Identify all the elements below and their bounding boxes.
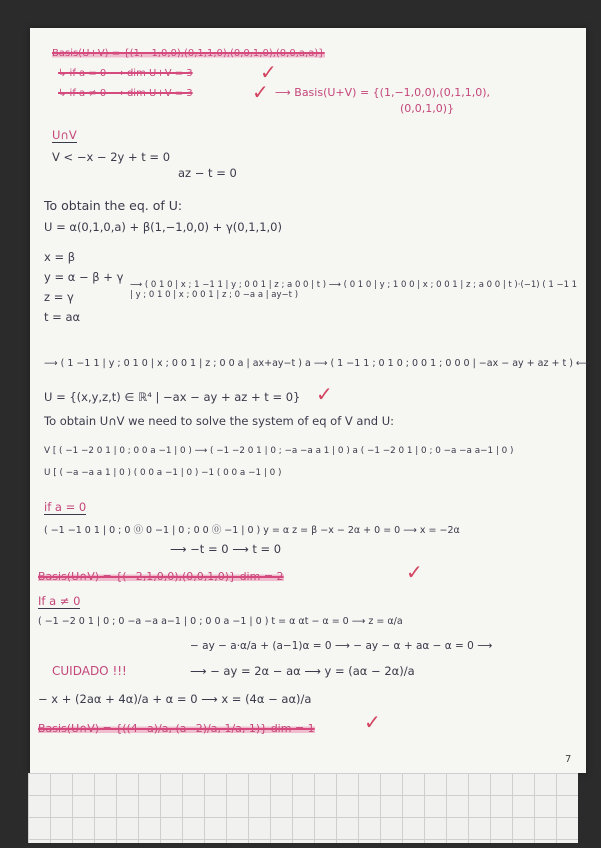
page-number: 7 [565,754,572,765]
system-v: V [ ( −1 −2 0 1 | 0 ; 0 0 a −1 | 0 ) ⟶ ( −1 −2 0 1 | 0 ; −a −a a 1 | 0 ) a ( −1 −2 0 1 | 0 ; 0 −a −a a−1 | 0 ) [44,446,514,456]
checkmark-icon: ✓ [252,80,269,104]
param-t: t = aα [44,310,81,324]
notebook-page [30,28,590,773]
basis-intersection-a-zero: Basis(U∩V) = {(−2,1,0,0),(0,0,1,0)} dim = 2 [38,570,284,583]
row-reduction-2: ⟶ ( 1 −1 1 | y ; 0 1 0 | x ; 0 0 1 | z ; 0 0 a | ax+ay−t ) a ⟶ ( 1 −1 1 ; 0 1 0 ; 0 0 1 ; 0 0 0 | −ax − ay + az + t ) ⟵ [44,358,590,369]
obtain-intersection-title: To obtain U∩V we need to solve the system of eq of V and U: [44,414,395,428]
u-implicit: U = {(x,y,z,t) ∈ ℝ⁴ | −ax − ay + az + t = 0} [44,390,301,404]
solve-y: ⟶ − ay = 2α − aα ⟶ y = (aα − 2α)/a [190,664,415,678]
case-a-zero-system: ( −1 −1 0 1 | 0 ; 0 ⓪ 0 −1 | 0 ; 0 0 ⓪ −1 | 0 ) y = α z = β −x − 2α + 0 = 0 ⟶ x = −2α [44,525,460,536]
basis-sum-heading: Basis(U+V) = {(1,−1,0,0),(0,1,1,0),(0,0,1,0),(0,0,a,a)} [52,48,325,59]
intersection-heading: U∩V [52,128,77,142]
cuidado-note: CUIDADO !!! [52,664,127,678]
basis-sum-result: ⟶ Basis(U+V) = {(1,−1,0,0),(0,1,1,0), [275,86,490,99]
case-a-nonzero-heading: If a ≠ 0 [38,594,81,608]
checkmark-icon: ✓ [316,382,333,406]
param-z: z = γ [44,290,74,304]
case-a-zero-heading: if a = 0 [44,500,87,514]
case-a-nonzero-step: − ay − a·α/a + (a−1)α = 0 ⟶ − ay − α + aα − α = 0 ⟶ [190,640,493,652]
row-reduction-1: ⟶ ( 0 1 0 | x ; 1 −1 1 | y ; 0 0 1 | z ; a 0 0 | t ) ⟶ ( 0 1 0 | y ; 1 0 0 | x ; 0 0 1 | z ; a 0 0 | t )·(−1) ( 1 −1 1 | y ; 0 1 0 | x ; 0 0 1 | z ; 0 −a a | ay−t ) [130,280,578,300]
v-equation-1: V < −x − 2y + t = 0 [52,150,171,164]
system-u: U [ ( −a −a a 1 | 0 ) ( 0 0 a −1 | 0 ) −1 ( 0 0 a −1 | 0 ) [44,468,282,478]
u-parametric: U = α(0,1,0,a) + β(1,−1,0,0) + γ(0,1,1,0) [44,220,282,234]
v-equation-2: az − t = 0 [178,166,237,180]
basis-sum-result-cont: (0,0,1,0)} [400,102,455,115]
case-a-nonzero: ↳ if a ≠ 0 ⟶ dim U+V = 3 [58,88,193,99]
case-a-nonzero-system: ( −1 −2 0 1 | 0 ; 0 −a −a a−1 | 0 ; 0 0 a −1 | 0 ) t = α αt − α = 0 ⟶ z = α/a [38,616,403,627]
checkmark-icon: ✓ [406,560,423,584]
grid-paper-below [28,773,578,843]
case-a-zero-t: ⟶ −t = 0 ⟶ t = 0 [170,542,282,556]
param-y: y = α − β + γ [44,270,124,284]
checkmark-icon: ✓ [260,60,277,84]
case-a-zero: ↳ if a = 0 ⟶ dim U+V = 3 [58,68,193,79]
basis-intersection-a-nonzero: Basis(U∩V) = {((4−a)/a, (a−2)/a, 1/a, 1)} dim = 1 [38,722,315,735]
solve-x: − x + (2aα + 4α)/a + α = 0 ⟶ x = (4α − aα)/a [38,692,312,706]
checkmark-icon: ✓ [364,710,381,734]
param-x: x = β [44,250,76,264]
obtain-u-title: To obtain the eq. of U: [44,198,183,213]
